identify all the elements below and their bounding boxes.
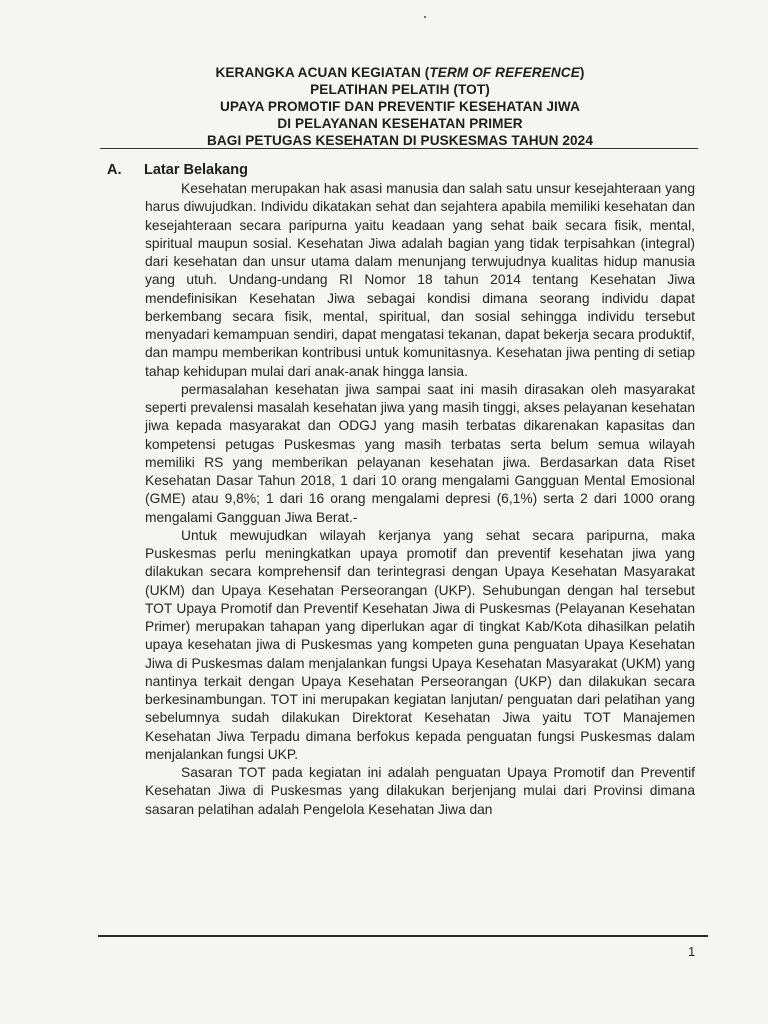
paragraph: Untuk mewujudkan wilayah kerjanya yang sehat secara paripurna, maka Puskesmas perlu meningkatkan upaya promotif dan preventif kesehatan jiwa yang dilakukan secara komprehensif dan terintegrasi dengan Upaya Kesehatan Masyarakat (UKM) dan Upaya Kesehatan Perseorangan (UKP). Sehubungan dengan hal tersebut TOT Upaya Promotif dan Preventif Kesehatan Jiwa di Puskesmas (Pelayanan Kesehatan Primer) merupakan tahapan yang diperlukan agar di tingkat Kab/Kota dihasilkan pelatih upaya kesehatan jiwa di Puskesmas yang kompeten guna penguatan Upaya Kesehatan Jiwa di Puskesmas dalam menjalankan fungsi Upaya Kesehatan Masyarakat (UKM) yang nantinya terkait dengan Upaya Kesehatan Perseorangan (UKP) dan dilakukan secara berkesinambungan. TOT ini merupakan kegiatan lanjutan/ penguatan dari pelatihan yang sebelumnya sudah dilakukan Direktorat Kesehatan Jiwa yaitu TOT Manajemen Kesehatan Jiwa Terpadu dimana berfokus kepada penguatan fungsi Puskesmas dalam menjalankan fungsi UKP.	[145, 527, 695, 762]
title-line-3: UPAYA PROMOTIF DAN PREVENTIF KESEHATAN JIWA	[219, 99, 581, 114]
section-body	[145, 180, 695, 819]
paragraph: Kesehatan merupakan hak asasi manusia dan salah satu unsur kesejahteraan yang harus diwujudkan. Individu dikatakan sehat dan sejahtera apabila memiliki kesehatan dan kesejahteraan secara paripurna yaitu keadaan yang sehat baik secara fisik, mental, spiritual maupun sosial. Kesehatan Jiwa adalah bagian yang tidak terpisahkan (integral) dari kesehatan dan unsur utama dalam menunjang terwujudnya kualitas hidup manusia yang utuh. Undang-undang RI Nomor 18 tahun 2014 tentang Kesehatan Jiwa mendefinisikan Kesehatan Jiwa sebagai kondisi dimana seorang individu dapat berkembang secara fisik, mental, spiritual, dan sosial sehingga individu tersebut menyadari kemampuan sendiri, dapat mengatasi tekanan, dapat bekerja secara produktif, dan mampu memberikan kontribusi untuk komunitasnya. Kesehatan jiwa penting di setiap tahap kehidupan mulai dari anak-anak hingga lansia.	[145, 181, 695, 379]
title-italic-term: TERM OF REFERENCE	[429, 65, 580, 80]
section-heading	[107, 160, 248, 180]
document-title	[100, 64, 700, 149]
section-title: Latar Belakang	[144, 162, 248, 178]
title-underline	[100, 148, 698, 149]
page-number: 1	[688, 944, 696, 959]
paragraph: Sasaran TOT pada kegiatan ini adalah penguatan Upaya Promotif dan Preventif Kesehatan Jiwa di Puskesmas yang dilakukan berjenjang mulai dari Provinsi dimana sasaran pelatihan adalah Pengelola Kesehatan Jiwa dan	[145, 765, 695, 817]
footer-rule	[98, 935, 708, 937]
title-line-1: KERANGKA ACUAN KEGIATAN (TERM OF REFERENCE)	[215, 65, 585, 80]
section-number: A.	[107, 162, 122, 178]
scan-speck	[424, 16, 426, 18]
title-line-5: BAGI PETUGAS KESEHATAN DI PUSKESMAS TAHUN 2024	[206, 133, 594, 148]
title-line-4: DI PELAYANAN KESEHATAN PRIMER	[277, 116, 523, 131]
title-line-2: PELATIHAN PELATIH (TOT)	[310, 82, 490, 97]
paragraph: permasalahan kesehatan jiwa sampai saat ini masih dirasakan oleh masyarakat seperti prevalensi masalah kesehatan jiwa yang masih tinggi, akses pelayanan kesehatan jiwa kepada masyarakat dan ODGJ yang masih terbatas dikarenakan kapasitas dan kompetensi petugas Puskesmas yang masih terbatas serta belum semua wilayah memiliki RS yang memberikan pelayanan kesehatan jiwa. Berdasarkan data Riset Kesehatan Dasar Tahun 2018, 1 dari 10 orang mengalami Gangguan Mental Emosional (GME) atau 9,8%; 1 dari 16 orang mengalami depresi (6,1%) serta 2 dari 1000 orang mengalami Gangguan Jiwa Berat.-	[145, 381, 695, 525]
